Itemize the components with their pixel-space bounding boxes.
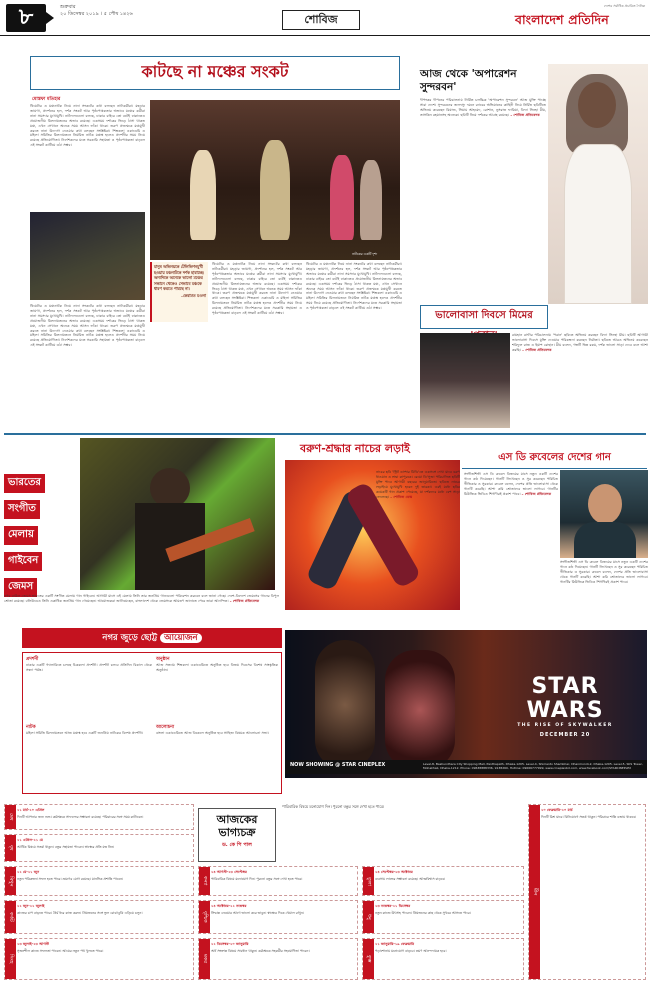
nagar-item [26, 656, 152, 721]
horoscope-cell: কুম্ভ ২১ জানুয়ারি-১৯ ফেব্রুয়ারি পড়াশোনায় মনোযোগ বাড়বে। ভ্রমণ আনন্দদায়ক হবে। [362, 938, 524, 980]
horoscope-cell: সিংহ ২৩ জুলাই-২৩ আগস্ট সৃজনশীল কাজে সফলতা পাবেন। আয়ের নতুন পথ খুলতে পারে। [4, 938, 194, 980]
horoscope-cell: কর্কট ২২ জুন-২২ জুলাই কাজের চাপ বাড়তে পারে। ধৈর্য ধরে কাজ করুন। প্রিয়জনের সঙ্গে ভুল বোঝাবুঝি এড়িয়ে চলুন। [4, 900, 194, 934]
nagar-badge: আয়োজন [160, 633, 201, 643]
mim-title: ভালোবাসা দিবসে মিমের [420, 305, 548, 329]
page-number-arrow [46, 12, 54, 24]
horoscope-cell: ধনু ২৩ নভেম্বর-২১ ডিসেম্বর নতুন কাজে উৎসাহ পাবেন। প্রিয়জনের কাছ থেকে সুখবর আসতে পারে। [362, 900, 524, 934]
james-title-line3: মেলায় [4, 526, 38, 545]
header-day: শুক্রবার [60, 4, 76, 10]
theatre-body-col2: থিয়েটার ও মঞ্চনাটক নিয়ে নানা সংকটের কথা বলছেন নাট্যকর্মীরা। মহড়ার জায়গা, প্রদর্শনের হল, দর্শক সংকট আর পৃষ্ঠপোষকতার অভাবে মঞ্চের কর্মীরা নানা সমস্যার মুখোমুখি। নাট্যদলগুলো বলছে, ঢাকার বাইরে তো বটেই ঢাকাতেও প্রয়োজনীয় মিলনায়তনের অভাব রয়েছে। একসময় দর্শকের ভিড়ে ঠাসা থাকত মঞ্চ, এখন সেখানে অনেক সময় আসন ফাঁকা থাকে। তরুণ প্রজন্মকে মঞ্চমুখী করতে নানা উদ্যোগ নেওয়ার কথা বলছেন সংশ্লিষ্টরা। শিল্পকলা একাডেমি ও মহিলা সমিতির মিলনায়তনে নিয়মিত নাটক মঞ্চস্থ হলেও প্রদর্শনীর সময় নিয়ে রয়েছে প্রতিযোগিতা। নির্দেশকদের মতে সরকারি সহায়তা ও পৃষ্ঠপোষকতা বাড়লে এই সংকট কাটিয়ে ওঠা সম্ভব। [30, 304, 145, 348]
nagar-item [26, 724, 152, 790]
nagar-item-body: মহিলা সমিতি মিলনায়তনে আজ মঞ্চস্থ হবে একটি জনপ্রিয় নাটকের বিশেষ প্রদর্শনী। [26, 731, 143, 735]
james-title-line1: ভারতের [4, 474, 45, 493]
nagar-item [156, 724, 278, 790]
horoscope-author: ড. কে পি পাল [222, 842, 252, 848]
varun-body: নাচের ছবি 'স্ট্রিট ডান্সার থ্রিডি'তে একসঙ্গে দেখা যাবে বরুণ ধাওয়ান ও শ্রদ্ধা কাপুরকে। রেমো ডি'সুজা পরিচালিত ছবিটি মুক্তি পাবে আগামী বছরের জানুয়ারিতে। ছবিতে নাচের লড়াইয়ে মুখোমুখি হবেন দুই তারকা। এরই মধ্যে ছবির কয়েকটি গান প্রকাশ পেয়েছে, যা দর্শকদের মধ্যে বেশ সাড়া ফেলেছে। – শোবিজ ডেস্ক [376, 470, 460, 499]
masthead-title: বাংলাদেশ প্রতিদিন [515, 12, 609, 27]
james-body: নগর বাউল জেমস ভারতের একটি সংগীত মেলায় গান গাইবেন। আগামী মাসে এই মেলায় তিনি তার জনপ্রিয় গানগুলো পরিবেশন করবেন বলে জানা গেছে। দেশে-বিদেশে জেমসের গানের বিপুল শ্রোতা রয়েছে। বলিউডেও তিনি একাধিক জনপ্রিয় গান গেয়েছেন। আয়োজকরা জানিয়েছেন, বাংলাদেশ থেকে জেমসকে আমন্ত্রণ জানাতে পেরে তারা আনন্দিত। – শোবিজ প্রতিবেদক [4, 594, 279, 603]
varun-byline: – শোবিজ ডেস্ক [390, 494, 413, 499]
james-photo [80, 438, 275, 590]
horoscope-cell: কন্যা ২৪ আগস্ট-২৩ সেপ্টেম্বর পারিবারিক বিষয়ে মনোযোগ দিন। পুরনো বন্ধুর সঙ্গে দেখা হতে পারে। [198, 866, 358, 896]
theatre-photo-main [150, 100, 400, 260]
horoscope-cell: মীন ২০ ফেব্রুয়ারি-২০ মার্চ দিনটি মিশ্র যাবে। বিনিয়োগে সতর্ক থাকুন। পরিবারে শান্তি বজায় থাকবে। [528, 804, 646, 980]
nagar-item-body: বাংলা একাডেমিতে আজ বিকেলে অনুষ্ঠিত হবে সাহিত্য বিষয়ক আলোচনা সভা। [156, 731, 269, 735]
horoscope-title-box [198, 808, 276, 862]
horoscope-intro: পারিবারিক বিষয়ে মনোযোগ দিন। পুরনো বন্ধুর সঙ্গে দেখা হতে পারে। [282, 804, 385, 809]
cinema-address: Level-8, Bashundhara City Shopping Mall, Panthapath, Dhaka-1205. Level-4, Shimanto Shambhar, Dhanmondi-2, Dhaka-1205. Level-5, SKS Tower, Mohakhali, Dhaka-1212. Phone: 09638888336, 9138260, Hotline: 09666777999, www.cineplexbd.com, www.facebook.com/STARCINEPLEX [423, 762, 643, 770]
sd-rubel-body-2: সংগীতশিল্পী এস ডি রুবেল বিজয়ের মাসে নতুন একটি দেশের গানে কণ্ঠ দিয়েছেন। গানটি লিখেছেন ও সুর করেছেন পরিচিত গীতিকার ও সুরকার। রুবেল বলেন, দেশের প্রতি ভালোবাসা থেকে গানটি করেছি। আশা করি শ্রোতাদের ভালো লাগবে। গানটির মিউজিক ভিডিও শিগগিরই প্রকাশ পাবে। [560, 560, 648, 584]
nagar-item-head: নাটক [26, 725, 36, 730]
james-title-line2: সংগীত [4, 500, 40, 519]
nagar-banner [22, 628, 282, 648]
star-wars-logo [505, 675, 625, 738]
sd-rubel-body: সংগীতশিল্পী এস ডি রুবেল বিজয়ের মাসে নতুন একটি দেশের গানে কণ্ঠ দিয়েছেন। গানটি লিখেছেন ও সুর করেছেন পরিচিত গীতিকার ও সুরকার। রুবেল বলেন, দেশের প্রতি ভালোবাসা থেকে গানটি করেছি। আশা করি শ্রোতাদের ভালো লাগবে। গানটির মিউজিক ভিডিও শিগগিরই প্রকাশ পাবে। – শোবিজ প্রতিবেদক [464, 472, 558, 496]
header-date: ২০ ডিসেম্বর ২০১৯ । ৫ পৌষ ১৪২৬ [60, 11, 133, 17]
theatre-body-col4: থিয়েটার ও মঞ্চনাটক নিয়ে নানা সংকটের কথা বলছেন নাট্যকর্মীরা। মহড়ার জায়গা, প্রদর্শনের হল, দর্শক সংকট আর পৃষ্ঠপোষকতার অভাবে মঞ্চের কর্মীরা নানা সমস্যার মুখোমুখি। নাট্যদলগুলো বলছে, ঢাকার বাইরে তো বটেই ঢাকাতেও প্রয়োজনীয় মিলনায়তনের অভাব রয়েছে। একসময় দর্শকের ভিড়ে ঠাসা থাকত মঞ্চ, এখন সেখানে অনেক সময় আসন ফাঁকা থাকে। তরুণ প্রজন্মকে মঞ্চমুখী করতে নানা উদ্যোগ নেওয়ার কথা বলছেন সংশ্লিষ্টরা। শিল্পকলা একাডেমি ও মহিলা সমিতির মিলনায়তনে নিয়মিত নাটক মঞ্চস্থ হলেও প্রদর্শনীর সময় নিয়ে রয়েছে প্রতিযোগিতা। নির্দেশকদের মতে সরকারি সহায়তা ও পৃষ্ঠপোষকতা বাড়লে এই সংকট কাটিয়ে ওঠা সম্ভব। [306, 262, 402, 311]
section-divider-1 [4, 433, 646, 435]
horoscope-title: আজকের ভাগ্যচক্র [216, 813, 258, 839]
horoscope-cell: তুলা ২৪ সেপ্টেম্বর-২৩ অক্টোবর ব্যবসায় লাভের সম্ভাবনা রয়েছে। আত্মবিশ্বাস বাড়বে। [362, 866, 524, 896]
horoscope-cell: মকর ২২ ডিসেম্বর-২০ জানুয়ারি অর্থ সংক্রান্ত বিষয়ে সাবধান থাকুন। কর্মক্ষেত্রে সহকর্মীর সহযোগিতা পাবেন। [198, 938, 358, 980]
horoscope-cell: বৃষ ২১ এপ্রিল-২১ মে আর্থিক বিষয়ে সতর্ক থাকুন। বন্ধুর সহায়তা পাবেন। স্বাস্থ্যের প্রতি যত্ন নিন। [4, 834, 194, 862]
theatre-body-col1: থিয়েটার ও মঞ্চনাটক নিয়ে নানা সংকটের কথা বলছেন নাট্যকর্মীরা। মহড়ার জায়গা, প্রদর্শনের হল, দর্শক সংকট আর পৃষ্ঠপোষকতার অভাবে মঞ্চের কর্মীরা নানা সমস্যার মুখোমুখি। নাট্যদলগুলো বলছে, ঢাকার বাইরে তো বটেই ঢাকাতেও প্রয়োজনীয় মিলনায়তনের অভাব রয়েছে। একসময় দর্শকের ভিড়ে ঠাসা থাকত মঞ্চ, এখন সেখানে অনেক সময় আসন ফাঁকা থাকে। তরুণ প্রজন্মকে মঞ্চমুখী করতে নানা উদ্যোগ নেওয়ার কথা বলছেন সংশ্লিষ্টরা। শিল্পকলা একাডেমি ও মহিলা সমিতির মিলনায়তনে নিয়মিত নাটক মঞ্চস্থ হলেও প্রদর্শনীর সময় নিয়ে রয়েছে প্রতিযোগিতা। নির্দেশকদের মতে সরকারি সহায়তা ও পৃষ্ঠপোষকতা বাড়লে এই সংকট কাটিয়ে ওঠা সম্ভব। [30, 104, 145, 148]
mim-photo [420, 333, 510, 428]
cinema-name: STAR CINEPLEX [341, 762, 386, 768]
theatre-body-col3: থিয়েটার ও মঞ্চনাটক নিয়ে নানা সংকটের কথা বলছেন নাট্যকর্মীরা। মহড়ার জায়গা, প্রদর্শনের হল, দর্শক সংকট আর পৃষ্ঠপোষকতার অভাবে মঞ্চের কর্মীরা নানা সমস্যার মুখোমুখি। নাট্যদলগুলো বলছে, ঢাকার বাইরে তো বটেই ঢাকাতেও প্রয়োজনীয় মিলনায়তনের অভাব রয়েছে। একসময় দর্শকের ভিড়ে ঠাসা থাকত মঞ্চ, এখন সেখানে অনেক সময় আসন ফাঁকা থাকে। তরুণ প্রজন্মকে মঞ্চমুখী করতে নানা উদ্যোগ নেওয়ার কথা বলছেন সংশ্লিষ্টরা। শিল্পকলা একাডেমি ও মহিলা সমিতির মিলনায়তনে নিয়মিত নাটক মঞ্চস্থ হলেও প্রদর্শনীর সময় নিয়ে রয়েছে প্রতিযোগিতা। নির্দেশকদের মতে সরকারি সহায়তা ও পৃষ্ঠপোষকতা বাড়লে এই সংকট কাটিয়ে ওঠা সম্ভব। [212, 262, 302, 316]
theatre-byline: মোস্তফা মতিহার [32, 97, 61, 102]
sd-rubel-title: এস ডি রুবেলের দেশের গান [462, 449, 647, 469]
nagar-item [156, 656, 278, 721]
quote-author: –কেরামত মওলা [181, 292, 206, 298]
masthead [515, 4, 645, 32]
theatre-photo-small [30, 212, 145, 300]
james-title [4, 470, 76, 590]
nagar-item-body: আজ সন্ধ্যায় শিল্পকলা একাডেমিতে অনুষ্ঠিত হবে বিজয় দিবসের বিশেষ সাংস্কৃতিক অনুষ্ঠান। [156, 663, 278, 672]
mim-byline: – শোবিজ প্রতিবেদক [522, 347, 552, 352]
now-showing: NOW SHOWING @ STAR CINEPLEX [290, 762, 386, 768]
sundoron-title: আজ থেকে 'অপারেশন সুন্দরবন' [420, 68, 517, 93]
theatre-photo-caption: নাটকের একটি দৃশ্য [352, 252, 378, 256]
mim-body: রায়হান রাফীর পরিচালনায় 'পরান' ছবিতে অভিনয় করছেন বিদ্যা সিনহা মীম। ছবিটি আগামী ভালোবাসা দিবসে মুক্তি দেওয়ার পরিকল্পনা করছেন নির্মাতা। ছবিতে আরও অভিনয় করেছেন শরিফুল রাজ ও ইয়াশ রোহান। মীম বলেন, গল্পটি ভিন্ন রকম, দর্শক ভালো সাড়া দেবে বলে আশা করছি। – শোবিজ প্রতিবেদক [512, 333, 648, 352]
masthead-tagline: দেশের সর্বাধিক প্রচারিত দৈনিক [603, 4, 645, 8]
varun-title: বরুণ-শ্রদ্ধার নাচের লড়াই [300, 442, 410, 455]
theatre-pull-quote [150, 262, 208, 322]
nagar-title: নগর জুড়ে ছোট্ট [102, 633, 158, 643]
nagar-item-head: প্রদর্শনী [26, 657, 39, 662]
james-byline: – শোবিজ প্রতিবেদক [229, 598, 260, 603]
sundoron-body: দীপংকর দীপনের পরিচালনায় নির্মিত চলচ্চিত্র 'অপারেশন সুন্দরবন' আজ মুক্তি পাচ্ছে সারা দেশে। সুন্দরবনের জলদস্যু দমনে র‍্যাবের অভিযানের কাহিনী নিয়ে নির্মিত ছবিটিতে অভিনয় করেছেন রিয়াজ, সিয়াম আহমেদ, রোশান, নুসরাত ফারিয়া, বিদ্যা সিনহা মীম, তাসকিন রহমানসহ অনেকে। ছবিটি নিয়ে দর্শকের আগ্রহ রয়েছে। – শোবিজ প্রতিবেদক [420, 98, 546, 117]
theatre-headline: কাটছে না মঞ্চের সংকট [30, 56, 400, 90]
james-title-line5: জেমস [4, 578, 37, 597]
nagar-item-head: আলোচনা [156, 725, 175, 730]
horoscope-cell: মিথুন ২২ মে-২১ জুন নতুন পরিকল্পনা সফল হতে পারে। ভ্রমণের যোগ রয়েছে। মানসিক প্রশান্তি পাবেন। [4, 866, 194, 896]
sd-rubel-byline: – শোবিজ প্রতিবেদক [521, 491, 552, 496]
section-title: শোবিজ [282, 10, 360, 30]
nagar-item-body: ঢাকার একটি গ্যালারিতে চলছে চিত্রকলা প্রদর্শনী। প্রদর্শনী চলবে প্রতিদিন বিকাল থেকে সন্ধ্যা পর্যন্ত। [26, 663, 152, 672]
actress-photo [548, 64, 648, 304]
james-title-line4: গাইবেন [4, 552, 42, 571]
horoscope-cell: বৃশ্চিক ২৪ অক্টোবর-২২ নভেম্বর সিদ্ধান্ত নেওয়ার আগে ভালো করে ভাবুন। স্বাস্থ্যের দিকে খেয়াল রাখুন। [198, 900, 358, 934]
horoscope-cell: মেষ ২১ মার্চ-২০ এপ্রিল দিনটি আপনার জন্য শুভ। কর্মক্ষেত্রে সাফল্যের সম্ভাবনা রয়েছে। পরিবারের সঙ্গে সময় কাটাবেন। [4, 804, 194, 830]
page-number: ৮ [6, 4, 46, 32]
nagar-item-head: অনুষ্ঠান [156, 657, 170, 662]
sd-rubel-photo [560, 470, 648, 558]
sundoron-byline: – শোবিজ প্রতিবেদক [510, 112, 540, 117]
star-wars-date: DECEMBER 20 [539, 732, 591, 738]
star-wars-subtitle: THE RISE OF SKYWALKER [517, 723, 613, 728]
star-wars-title: STAR WARS [526, 674, 604, 723]
quote-text: মানুষ অভিনয়কে টেলিভিশনমুখী হওয়ায় মঞ্চনাটকে দর্শক হারাচ্ছে। অন্যদিকে অনেকে ভালো মঞ্চের সন্ধানে থেকেও সেভাবে মঞ্চকে ধারণ করতে পারছে না। [154, 264, 205, 292]
